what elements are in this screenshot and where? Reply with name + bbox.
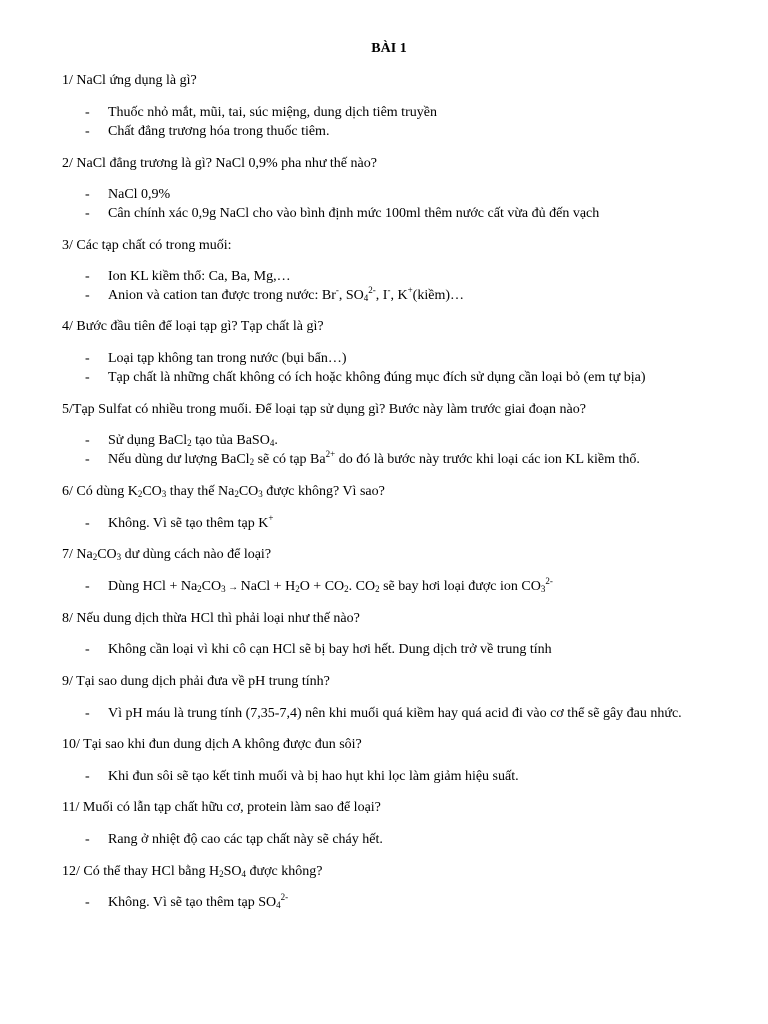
answer-2-1: NaCl 0,9%: [108, 187, 171, 202]
arrow-icon: →: [225, 582, 241, 593]
answer-2-2: Cân chính xác 0,9g NaCl cho vào bình định mức 100ml thêm nước cất vừa đủ đến vạch: [108, 206, 600, 221]
bullet-dash: -: [85, 288, 90, 303]
question-2: 2/ NaCl đẳng trương là gì? NaCl 0,9% pha như thế nào?: [62, 156, 377, 171]
answer-4-2: Tạp chất là những chất không có ích hoặc không đúng mục đích sử dụng cần loại bỏ (em tự bịa): [108, 370, 646, 385]
bullet-dash: -: [85, 269, 90, 284]
answer-5-2: Nếu dùng dư lượng BaCl$_2$ sẽ có tạp $Ba^{2+}$ do đó là bước này trước khi loại các ion KL kiềm thổ.: [108, 449, 640, 467]
question-4: 4/ Bước đầu tiên để loại tạp gì? Tạp chất là gì?: [62, 319, 324, 334]
answer-1-2: Chất đẳng trương hóa trong thuốc tiêm.: [108, 124, 330, 139]
bullet-dash: -: [85, 516, 90, 531]
answer-5-1: Sử dụng BaCl$_2$ tạo tủa BaSO$_4$.: [108, 433, 278, 448]
bullet-dash: -: [85, 452, 90, 467]
question-7: 7/ $Na_2CO_3$ dư dùng cách nào để loại?: [62, 547, 272, 562]
bullet-dash: -: [85, 642, 90, 657]
question-6: 6/ Có dùng $K_2CO_3$ thay thế $Na_2CO_3$ được không? Vì sao?: [62, 484, 385, 499]
bullet-dash: -: [85, 187, 90, 202]
answer-7-1: Dùng HCl + $Na_2CO_3$ → NaCl + $H_2O + CO_2$. $CO_2$ sẽ bay hơi loại được ion $CO_3^{2-}$: [108, 576, 553, 594]
question-3: 3/ Các tạp chất có trong muối:: [62, 238, 232, 253]
answer-11-1: Rang ở nhiệt độ cao các tạp chất này sẽ cháy hết.: [108, 832, 383, 847]
question-12: 12/ Có thể thay HCl bằng $H_2SO_4$ được không?: [62, 864, 323, 879]
bullet-dash: -: [85, 433, 90, 448]
bullet-dash: -: [85, 370, 90, 385]
answer-3-2: Anion và cation tan được trong nước: Br-, $SO_4^{2-}$, I-, K+(kiềm)…: [108, 285, 464, 303]
answer-4-1: Loại tạp không tan trong nước (bụi bẩn…): [108, 351, 347, 366]
question-8: 8/ Nếu dung dịch thừa HCl thì phải loại như thế nào?: [62, 611, 360, 626]
bullet-dash: -: [85, 351, 90, 366]
bullet-dash: -: [85, 706, 90, 721]
document-title: BÀI 1: [371, 41, 407, 56]
question-11: 11/ Muối có lẫn tạp chất hữu cơ, protein làm sao để loại?: [62, 800, 381, 815]
answer-6-1: Không. Vì sẽ tạo thêm tạp K+: [108, 513, 274, 531]
bullet-dash: -: [85, 769, 90, 784]
question-9: 9/ Tại sao dung dịch phải đưa về pH trung tính?: [62, 674, 330, 689]
answer-1-1: Thuốc nhỏ mắt, mũi, tai, súc miệng, dung dịch tiêm truyền: [108, 105, 437, 120]
bullet-dash: -: [85, 124, 90, 139]
answer-12-1: Không. Vì sẽ tạo thêm tạp $SO_4^{2-}$: [108, 892, 289, 910]
bullet-dash: -: [85, 579, 90, 594]
answer-9-1: Vì pH máu là trung tính (7,35-7,4) nên khi muối quá kiềm hay quá acid đi vào cơ thể sẽ gây đau nhức.: [108, 706, 682, 721]
bullet-dash: -: [85, 105, 90, 120]
answer-8-1: Không cần loại vì khi cô cạn HCl sẽ bị bay hơi hết. Dung dịch trở về trung tính: [108, 642, 552, 657]
answer-3-1: Ion KL kiềm thổ: Ca, Ba, Mg,…: [108, 269, 291, 284]
bullet-dash: -: [85, 832, 90, 847]
answer-10-1: Khi đun sôi sẽ tạo kết tinh muối và bị hao hụt khi lọc làm giảm hiệu suất.: [108, 769, 519, 784]
bullet-dash: -: [85, 206, 90, 221]
question-5: 5/Tạp Sulfat có nhiều trong muối. Để loại tạp sử dụng gì? Bước này làm trước giai đoạn nào?: [62, 402, 586, 417]
question-1: 1/ NaCl ứng dụng là gì?: [62, 73, 197, 88]
question-10: 10/ Tại sao khi đun dung dịch A không được đun sôi?: [62, 737, 362, 752]
bullet-dash: -: [85, 895, 90, 910]
